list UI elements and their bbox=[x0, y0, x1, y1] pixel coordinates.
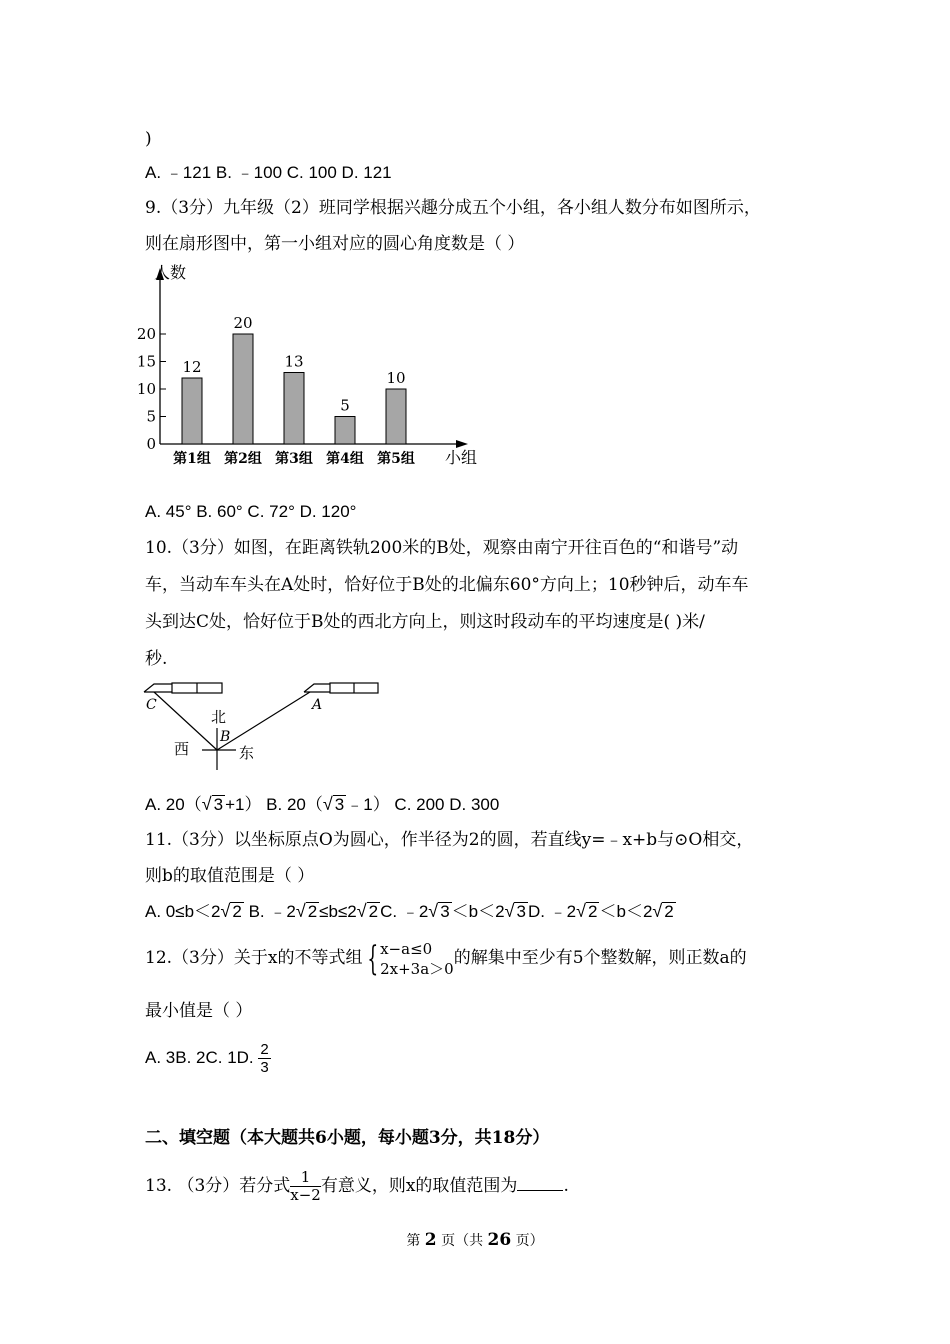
x-axis-label: 小组 bbox=[445, 448, 478, 467]
q10-stem-line2: 车，当动车车头在A处时，恰好位于B处的北偏东60°方向上；10秒钟后，动车车 bbox=[145, 575, 749, 595]
sqrt-3: 3 bbox=[334, 795, 345, 814]
q10-stem-line1: 10.（3分）如图，在距离铁轨200米的B处，观察由南宁开往百色的“和谐号”动 bbox=[145, 538, 739, 558]
bar-value-label: 5 bbox=[340, 396, 350, 415]
inequality-system: x−a≤0 2x+3a＞0 bbox=[380, 939, 454, 978]
bar-value-label: 20 bbox=[233, 314, 253, 332]
system-brace: { bbox=[367, 938, 379, 979]
y-tick-label: 10 bbox=[136, 380, 156, 398]
q8-options: A. ﹣121 B. ﹣100 C. 100 D. 121 bbox=[145, 163, 392, 182]
bar-chart bbox=[136, 262, 490, 472]
railway-figure bbox=[140, 678, 390, 773]
bar-value-label: 10 bbox=[386, 369, 406, 387]
q12-stem-line2: 最小值是（ ） bbox=[145, 1001, 253, 1021]
category-label: 第4组 bbox=[326, 451, 364, 467]
y-tick-label: 15 bbox=[136, 352, 156, 371]
category-label: 第2组 bbox=[224, 451, 262, 467]
answer-blank[interactable] bbox=[517, 1174, 563, 1191]
category-label: 第5组 bbox=[377, 451, 415, 467]
label-C: C bbox=[146, 697, 157, 713]
bar-value-label: 13 bbox=[284, 352, 304, 371]
q9-stem-line1: 9.（3分）九年级（2）班同学根据兴趣分成五个小组，各小组人数分布如图所示， bbox=[145, 198, 761, 218]
y-tick-label: 20 bbox=[136, 325, 156, 343]
q12-stem-line1: 12.（3分）关于x的不等式组 { x−a≤0 2x+3a＞0 的解集中至少有5个整数解，则正数a的 bbox=[145, 938, 747, 979]
x-axis-arrow bbox=[456, 440, 468, 448]
q10-stem-line4: 秒. bbox=[145, 649, 168, 669]
label-north: 北 bbox=[211, 708, 227, 726]
label-A: A bbox=[312, 697, 323, 713]
bar bbox=[335, 417, 355, 445]
sqrt-3: 3 bbox=[213, 795, 224, 814]
fraction-1-over-x-2: $\frac{1}{x-2}$ bbox=[290, 1168, 321, 1204]
page-total: 26 bbox=[487, 1230, 512, 1250]
page-footer: 第 2 页（共 26 页） bbox=[406, 1230, 544, 1250]
label-B: B bbox=[220, 729, 231, 745]
train-left-nose bbox=[144, 684, 172, 692]
line-BA bbox=[217, 692, 310, 750]
q13-stem: 13. （3分）若分式 $\frac{1}{x-2}$ 有意义，则x的取值范围为 . bbox=[145, 1168, 569, 1204]
page-number: 2 bbox=[424, 1230, 437, 1250]
q11-options: A. 0≤b＜2√ 2 B. ﹣2√ 2 ≤b≤2√ 2 C. ﹣2√ 3 ＜b＜2√ 3 D. ﹣2√ 2 ＜b＜2√ 2 bbox=[145, 901, 674, 921]
section2-title: 二、填空题（本大题共6小题，每小题3分，共18分） bbox=[145, 1128, 550, 1148]
q10-options: A. 20（√ 3 +1） B. 20（√ 3 ﹣1） C. 200 D. 300 bbox=[145, 794, 500, 814]
y-axis-label: 人数 bbox=[154, 263, 187, 282]
bar bbox=[182, 378, 202, 444]
label-west: 西 bbox=[174, 740, 190, 758]
label-east: 东 bbox=[239, 744, 255, 762]
q11-stem-line2: 则b的取值范围是（ ） bbox=[145, 866, 315, 886]
train-right-nose bbox=[304, 684, 330, 692]
q10-stem-line3: 头到达C处，恰好位于B处的西北方向上，则这时段动车的平均速度是( )米/ bbox=[145, 612, 705, 632]
bar bbox=[386, 389, 406, 444]
fraction-2-3: $\frac{2}{3}$ bbox=[260, 1041, 269, 1077]
category-label: 第1组 bbox=[173, 451, 211, 467]
q9-options: A. 45° B. 60° C. 72° D. 120° bbox=[145, 502, 357, 521]
y-tick-label: 0 bbox=[146, 435, 156, 453]
bar bbox=[284, 373, 304, 445]
q11-stem-line1: 11.（3分）以坐标原点O为圆心，作半径为2的圆，若直线y=﹣x+b与⊙O相交， bbox=[145, 830, 754, 850]
bar-value-label: 12 bbox=[182, 358, 202, 376]
category-label: 第3组 bbox=[275, 451, 313, 467]
bar bbox=[233, 334, 253, 444]
q9-stem-line2: 则在扇形图中，第一小组对应的圆心角度数是（ ） bbox=[145, 234, 525, 254]
q8-paren-tail: ) bbox=[145, 129, 152, 149]
y-tick-label: 5 bbox=[146, 407, 156, 426]
q12-options: A. 3B. 2C. 1D. $\frac{2}{3}$ bbox=[145, 1041, 269, 1077]
